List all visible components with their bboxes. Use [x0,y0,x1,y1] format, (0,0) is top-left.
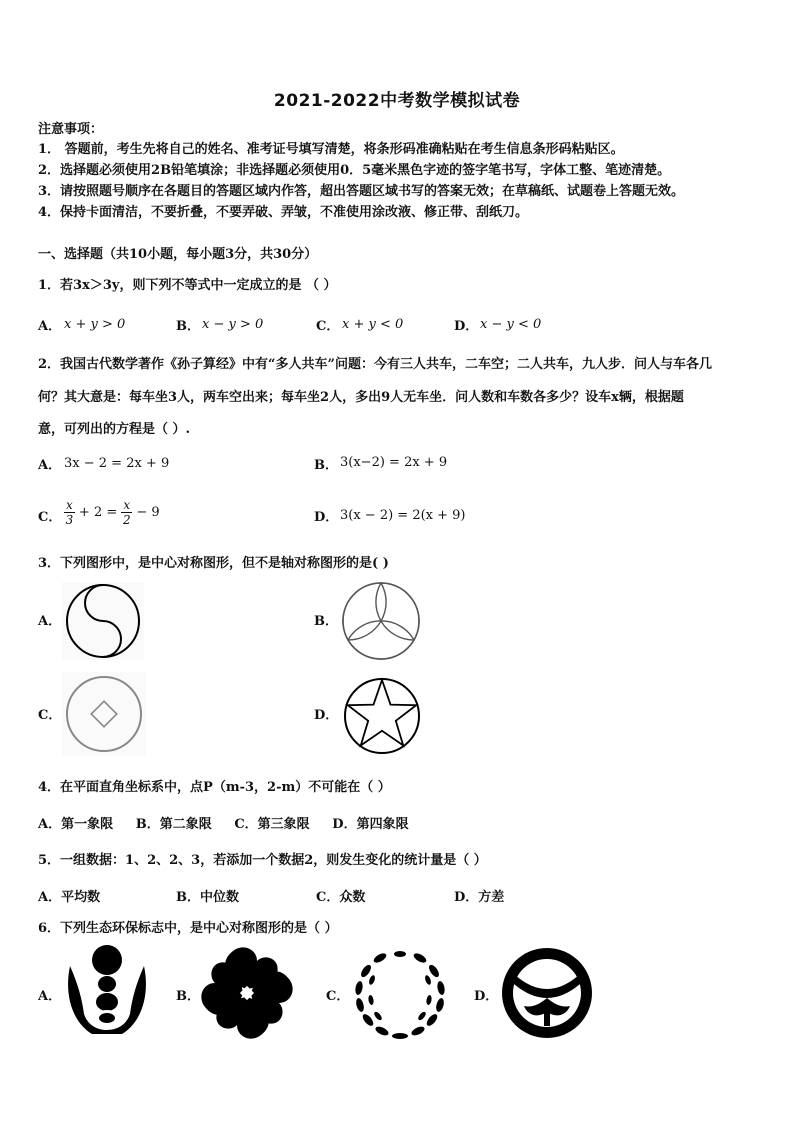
question-4-stem: 4．在平面直角坐标系中，点P（m-3，2-m）不可能在（ ） [38,780,391,795]
q6-option-c-label: C． [326,989,350,1004]
q1-option-d-label: D． [454,319,479,334]
yin-yang-figure [62,582,144,660]
coin-square-hole-figure [62,672,146,756]
fraction-x-over-3: $\frac{x}{3}$ [65,498,74,527]
q1-option-a-label: A． [38,319,62,334]
section-heading: 一、选择题（共10小题，每小题3分，共30分） [38,247,318,262]
question-2-line-3: 意，可列出的方程是（ ）. [38,422,191,437]
question-3-stem: 3．下列图形中，是中心对称图形，但不是轴对称图形的是( ) [38,556,389,571]
q6-option-a-label: A． [38,989,62,1004]
q3-option-c-label: C． [38,708,62,723]
star-in-circle-figure [340,676,424,756]
q5-option-a: A．平均数 [38,890,101,905]
q2-option-a: 3x − 2 = 2x + 9 [64,456,170,471]
q3-option-a-label: A． [38,614,62,629]
q1-option-c: x + y < 0 [342,317,404,332]
notice-item-4: 4．保持卡面清洁，不要折叠，不要弄破、弄皱，不准使用涂改液、修正带、刮纸刀。 [38,205,529,220]
q1-option-b: x − y > 0 [202,317,264,332]
notice-heading: 注意事项： [38,122,104,137]
question-2-line-1: 2．我国古代数学著作《孙子算经》中有“多人共车”问题：今有三人共车，二车空；二人共车，九人步．问人与车各几 [38,357,713,372]
question-5-stem: 5．一组数据：1、2、2、3，若添加一个数据2，则发生变化的统计量是（ ） [38,853,487,868]
notice-item-1: 1． 答题前，考生先将自己的姓名、准考证号填写清楚，将条形码准确粘贴在考生信息条形码粘贴区。 [38,142,624,157]
q2-option-c-label: C． [38,510,62,525]
q3-option-b-label: B． [314,614,338,629]
q2-option-b-label: B． [314,458,338,473]
q1-option-b-label: B． [176,319,200,334]
q6-option-d-label: D． [474,989,499,1004]
q2-option-b: 3(x−2) = 2x + 9 [340,455,448,470]
q5-option-b: B．中位数 [176,890,239,905]
q6-option-b-label: B． [176,989,200,1004]
eco-logo-d-figure [500,946,594,1040]
question-1-stem: 1．若3x＞3y，则下列不等式中一定成立的是 （ ） [38,278,337,293]
q5-option-d: D．方差 [454,890,505,905]
page-title: 2021-2022中考数学模拟试卷 [273,91,521,111]
notice-item-3: 3．请按照题号顺序在各题目的答题区域内作答，超出答题区域书写的答案无效；在草稿纸、试题卷上答题无效。 [38,184,685,199]
q1-option-c-label: C． [316,319,340,334]
q2-option-c: $\frac{x}{3}$ + 2 = $\frac{x}{2}$ − 9 [65,498,160,527]
q3-option-d-label: D． [314,708,339,723]
q2-option-a-label: A． [38,458,62,473]
q2-option-d-label: D． [314,510,339,525]
q2-option-d: 3(x − 2) = 2(x + 9) [340,508,466,523]
notice-item-2: 2．选择题必须使用2B铅笔填涂；非选择题必须使用0．5毫米黑色字迹的签字笔书写，字体工整、笔迹清楚。 [38,163,671,178]
eco-logo-b-figure [198,944,296,1042]
eco-logo-a-figure [62,944,152,1044]
q1-option-a: x + y > 0 [64,317,126,332]
three-arcs-figure [338,580,424,662]
question-2-line-2: 何？其大意是：每车坐3人，两车空出来；每车坐2人，多出9人无车坐．问人数和车数各多少？设车x辆，根据题 [38,390,684,405]
q4-options: A．第一象限 B．第二象限 C．第三象限 D．第四象限 [38,817,409,832]
q5-option-c: C．众数 [316,890,366,905]
q1-option-d: x − y < 0 [480,317,542,332]
fraction-x-over-2: $\frac{x}{2}$ [122,498,131,527]
laurel-wreath-figure [350,944,450,1042]
question-6-stem: 6．下列生态环保标志中，是中心对称图形的是（ ） [38,921,338,936]
